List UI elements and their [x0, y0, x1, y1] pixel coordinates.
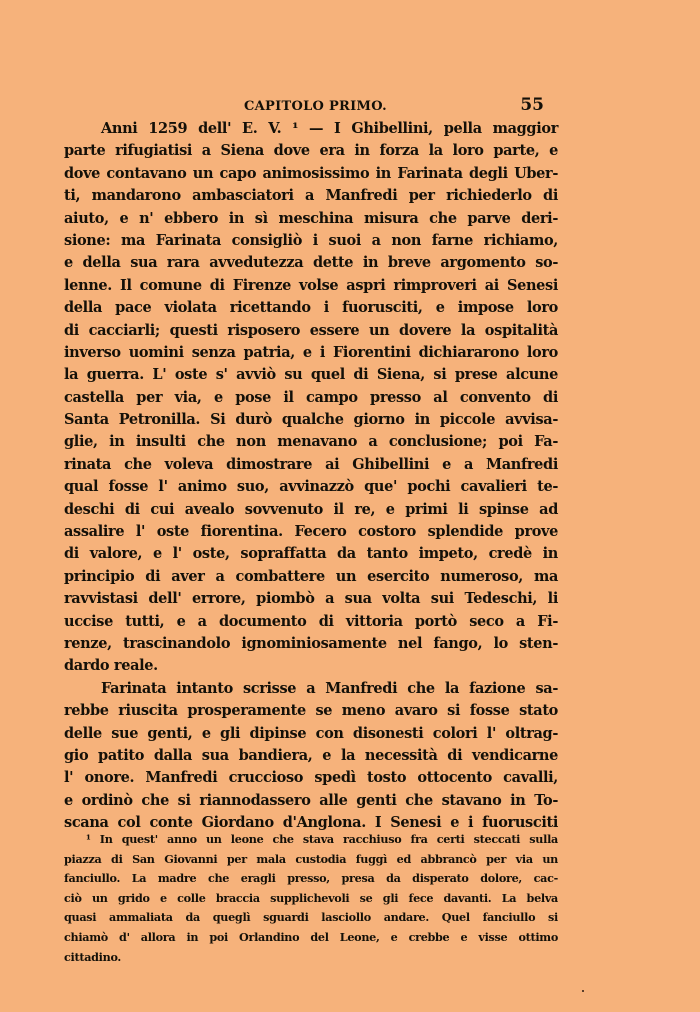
text-line: Farinata intanto scrisse a Manfredi che la fazione sa-: [101, 679, 558, 697]
text-line: delle sue genti, e gli dipinse con disonesti colori l' oltrag-: [64, 724, 558, 742]
text-line: qual fosse l' animo suo, avvinazzò que' pochi cavalieri te-: [64, 478, 558, 496]
running-head: CAPITOLO PRIMO.: [244, 99, 387, 114]
text-line: inverso uomini senza patria, e i Fiorentini dichiararono loro: [64, 343, 558, 361]
text-line: glie, in insulti che non menavano a conclusione; poi Fa-: [64, 433, 558, 451]
text-line: aiuto, e n' ebbero in sì meschina misura che parve deri-: [64, 209, 558, 227]
text-line: la guerra. L' oste s' avviò su quel di Siena, si prese alcune: [64, 366, 558, 384]
text-line: assalire l' oste fiorentina. Fecero costoro splendide prove: [64, 523, 558, 541]
text-line: Santa Petronilla. Si durò qualche giorno in piccole avvisa-: [64, 411, 558, 429]
text-line: di cacciarli; questi risposero essere un dovere la ospitalità: [64, 321, 558, 339]
text-line: l' onore. Manfredi cruccioso spedì tosto ottocento cavalli,: [64, 769, 558, 787]
text-line: ti, mandarono ambasciatori a Manfredi per richiederlo di: [64, 187, 558, 205]
footnote-line: quasi ammaliata da queglì sguardi lasciollo andare. Quel fanciullo si: [64, 910, 558, 925]
text-line: ravvistasi dell' errore, piombò a sua volta sui Tedeschi, li: [64, 590, 558, 608]
text-line: principio di aver a combattere un esercito numeroso, ma: [64, 567, 558, 585]
text-line: renze, trascinandolo ignominiosamente nel fango, lo sten-: [64, 634, 558, 652]
text-line: uccise tutti, e a documento di vittoria portò seco a Fi-: [64, 612, 558, 630]
text-line: e ordinò che si riannodassero alle genti che stavano in To-: [64, 791, 558, 809]
text-line: gio patito dalla sua bandiera, e la necessità di vendicarne: [64, 746, 558, 764]
text-line: sione: ma Farinata consigliò i suoi a non farne richiamo,: [64, 231, 558, 249]
text-line: scana col conte Giordano d'Anglona. I Senesi e i fuorusciti: [64, 814, 558, 832]
text-line: e della sua rara avvedutezza dette in breve argomento so-: [64, 254, 558, 272]
text-line: rinata che voleva dimostrare ai Ghibellini e a Manfredi: [64, 455, 558, 473]
footnote: [64, 830, 558, 967]
text-line: dove contavano un capo animosissimo in Farinata degli Uber-: [64, 164, 558, 182]
text-line: deschi di cui avealo sovvenuto il re, e primi li spinse ad: [64, 500, 558, 518]
text-line: di valore, e l' oste, sopraffatta da tanto impeto, credè in: [64, 545, 558, 563]
main-text: [64, 118, 558, 835]
text-line: rebbe riuscita prosperamente se meno avaro si fosse stato: [64, 702, 558, 720]
text-line: castella per via, e pose il campo presso al convento di: [64, 388, 558, 406]
footnote-line: piazza di San Giovanni per mala custodia fuggì ed abbrancò per via un: [64, 851, 558, 866]
text-line: lenne. Il comune di Firenze volse aspri rimproveri ai Senesi: [64, 276, 558, 294]
text-line: Anni 1259 dell' E. V. ¹ — I Ghibellini, pella maggior: [101, 120, 558, 137]
text-line: parte rifugiatisi a Siena dove era in forza la loro parte, e: [64, 142, 558, 160]
page-header: [244, 95, 544, 117]
print-speck: [582, 990, 584, 992]
page-number: 55: [520, 95, 544, 115]
footnote-line: chiamò d' allora in poi Orlandino del Leone, e crebbe e visse ottimo: [64, 929, 558, 944]
footnote-line: ¹ In quest' anno un leone che stava racchiuso fra certi steccati sulla: [86, 832, 558, 846]
text-line: dardo reale.: [64, 657, 158, 675]
footnote-line: ciò un grido e colle braccia supplichevoli se gli fece davanti. La belva: [64, 890, 558, 905]
footnote-line: cittadino.: [64, 949, 122, 964]
text-line: della pace violata ricettando i fuorusciti, e impose loro: [64, 299, 558, 317]
footnote-line: fanciullo. La madre che eragli presso, presa da disperato dolore, cac-: [64, 871, 558, 886]
